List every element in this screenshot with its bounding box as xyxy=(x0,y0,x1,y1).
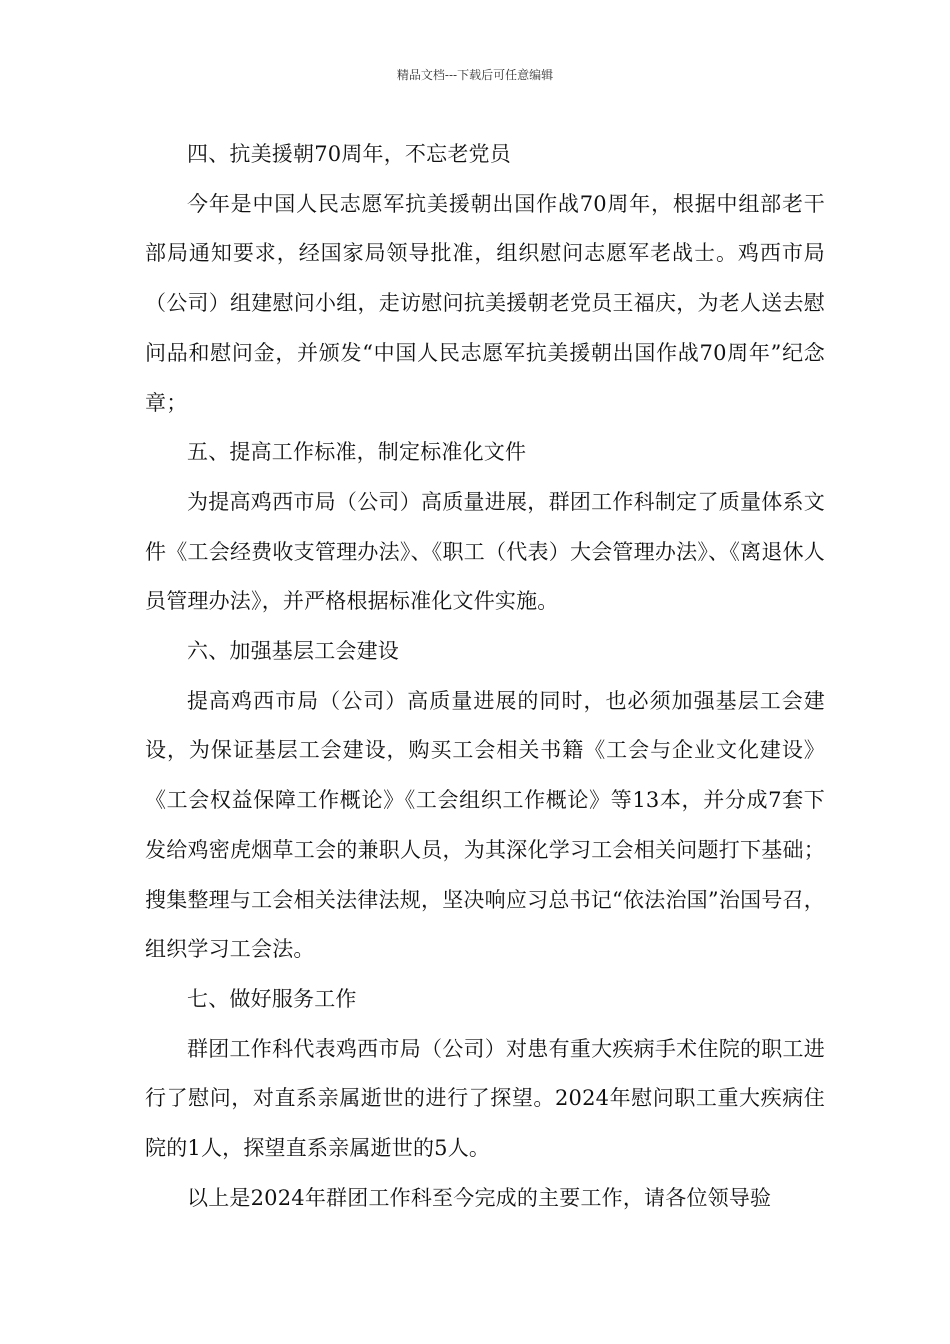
paragraph-5: 为提高鸡西市局（公司）高质量进展，群团工作科制定了质量体系文件《工会经费收支管理办法》、《职工（代表）大会管理办法》、《离退休人员管理办法》，并严格根据标准化文件实施。 xyxy=(145,489,825,614)
document-body xyxy=(145,130,825,1223)
section-heading-5: 五、提高工作标准，制定标准化文件 xyxy=(187,440,527,465)
page-header: 精品文档---下载后可任意编辑 xyxy=(396,68,554,82)
section-heading-4: 四、抗美援朝70周年，不忘老党员 xyxy=(187,142,511,166)
paragraph-4: 今年是中国人民志愿军抗美援朝出国作战70周年，根据中组部老干部局通知要求，经国家局领导批准，组织慰问志愿军老战士。鸡西市局（公司）组建慰问小组，走访慰问抗美援朝老党员王福庆，为老人送去慰问品和慰问金，并颁发“中国人民志愿军抗美援朝出国作战70周年”纪念章； xyxy=(145,191,825,415)
closing-paragraph: 以上是2024年群团工作科至今完成的主要工作，请各位领导验 xyxy=(187,1185,772,1210)
section-heading-7: 七、做好服务工作 xyxy=(187,986,357,1011)
paragraph-6: 提高鸡西市局（公司）高质量进展的同时，也必须加强基层工会建设，为保证基层工会建设，购买工会相关书籍《工会与企业文化建设》《工会权益保障工作概论》《工会组织工作概论》等13本，并分成7套下发给鸡密虎烟草工会的兼职人员，为其深化学习工会相关问题打下基础；搜集整理与工会相关法律法规，坚决响应习总书记“依法治国”治国号召，组织学习工会法。 xyxy=(145,688,825,962)
paragraph-7: 群团工作科代表鸡西市局（公司）对患有重大疾病手术住院的职工进行了慰问，对直系亲属逝世的进行了探望。2024年慰问职工重大疾病住院的1人，探望直系亲属逝世的5人。 xyxy=(145,1036,825,1161)
section-heading-6: 六、加强基层工会建设 xyxy=(187,639,399,664)
